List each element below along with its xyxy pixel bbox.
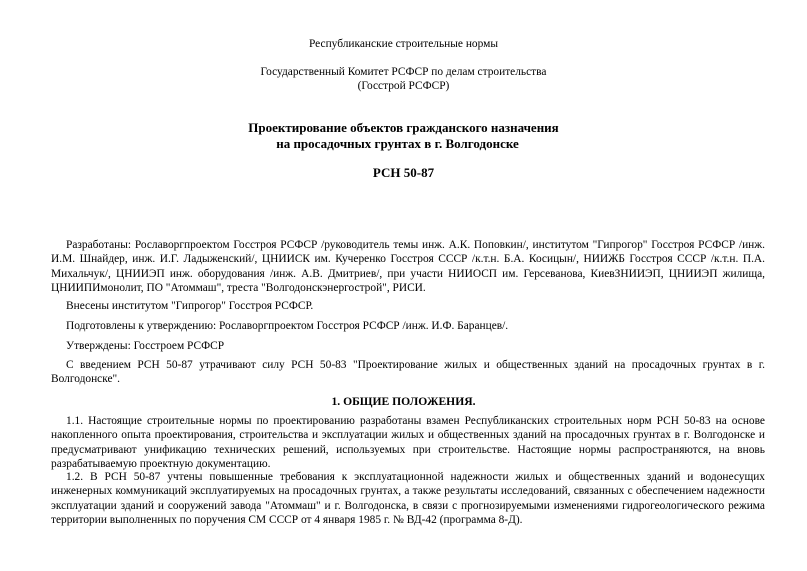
clause-1-1: 1.1. Настоящие строительные нормы по проектированию разработаны взамен Республиканских строительных норм РСН 50-83 на основе накопленного опыта проектирования, строительства и эксплуатации жилых и общественных зданий на просадочных грунтах в г. Волгодонске и предусматривают унификацию технических решений, используемых при строительстве. Настоящие нормы распространяются, на вновь разрабатываемую проектную документацию. bbox=[51, 415, 765, 471]
developed-by-paragraph: Разработаны: Рославоргпроектом Госстроя РСФСР /руководитель темы инж. А.К. Поповкин/, институтом "Гипрогор" Госстроя РСФСР /инж. И.М. Шнайдер, инж. И.Г. Ладыженский/, ЦНИИСК им. Кучеренко Госстроя СССР /к.т.н. Б.А. Косицын/, НИИЖБ Госстроя СССР /к.т.н. П.А. Михальчук/, ЦНИИЭП инж. оборудования /инж. А.В. Дмитриев/, при участи НИИОСП им. Герсеванова, КиевЗНИИЭП, ЦНИИЭП жилища, ЦНИИПИмонолит, ПО "Атоммаш", треста "Волгодонскэнергострой", РИСИ. bbox=[51, 239, 765, 295]
prepared-by-paragraph: Подготовлены к утверждению: Рославоргпроектом Госстроя РСФСР /инж. И.Ф. Баранцев/. bbox=[66, 320, 509, 332]
introduced-by-paragraph: Внесены институтом "Гипрогор" Госстроя РСФСР. bbox=[66, 300, 314, 312]
replaces-paragraph: С введением РСН 50-87 утрачивают силу РСН 50-83 "Проектирование жилых и общественных зданий на просадочных грунтах в г. Волгодонске". bbox=[51, 359, 765, 386]
issuing-committee: Государственный Комитет РСФСР по делам строительства bbox=[260, 66, 547, 78]
document-code: РСН 50-87 bbox=[372, 165, 435, 180]
document-title-line-2: на просадочных грунтах в г. Волгодонске bbox=[276, 136, 519, 151]
document-title-line-1: Проектирование объектов гражданского назначения bbox=[248, 120, 559, 135]
document-category: Республиканские строительные нормы bbox=[308, 38, 498, 50]
approved-by-paragraph: Утверждены: Госстроем РСФСР bbox=[66, 340, 225, 352]
section-heading: 1. ОБЩИЕ ПОЛОЖЕНИЯ. bbox=[331, 395, 476, 408]
clause-1-2: 1.2. В РСН 50-87 учтены повышенные требования к эксплуатационной надежности жилых и общественных зданий и водонесущих инженерных коммуникаций эксплуатируемых на просадочных грунтах, а также результаты исследований, связанных с обеспечением надежности эксплуатации зданий и сооружений завода "Атоммаш" и г. Волгодонска, в связи с прогнозируемыми изменениями гидрогеологического режима территории выполненных по поручения СМ СССР от 4 января 1985 г. № ВД-42 (программа 8-Д). bbox=[51, 471, 765, 527]
issuing-committee-abbr: (Госстрой РСФСР) bbox=[357, 80, 450, 92]
